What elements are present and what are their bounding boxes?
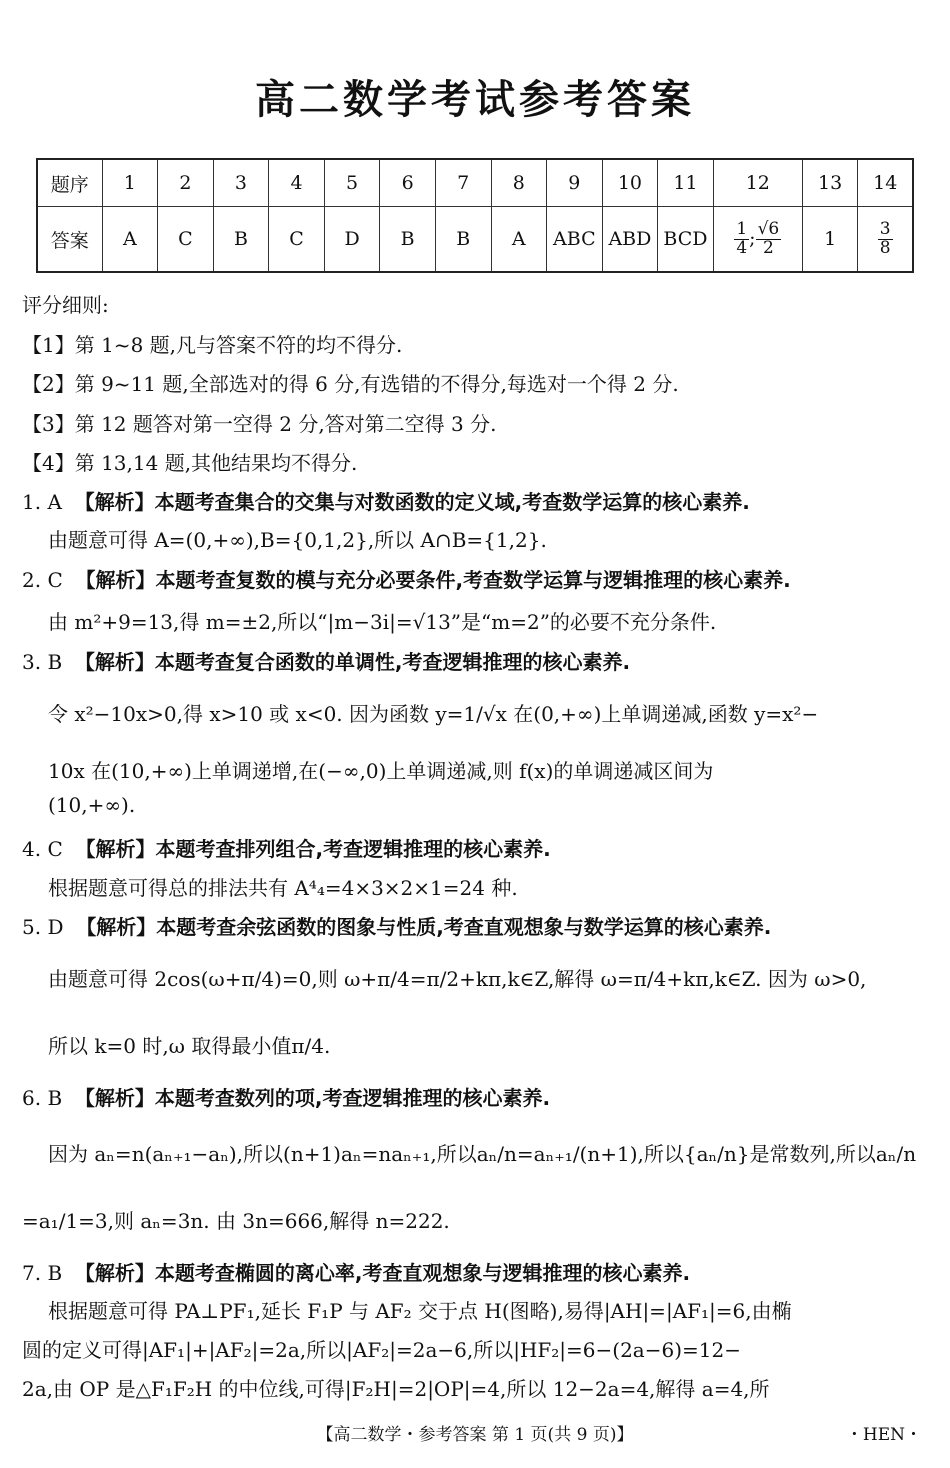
question-number: 12 bbox=[713, 159, 802, 207]
solution-3-header bbox=[22, 646, 630, 675]
solution-number: 3. B bbox=[22, 650, 63, 674]
solution-7-header bbox=[22, 1257, 690, 1286]
answer-cell-14 bbox=[858, 207, 913, 273]
question-number: 11 bbox=[658, 159, 714, 207]
footer-code: ・HEN・ bbox=[845, 1425, 922, 1445]
answer-cell: A bbox=[102, 207, 158, 273]
answer-cell: B bbox=[435, 207, 491, 273]
row-label-number: 题序 bbox=[37, 159, 102, 207]
question-number: 4 bbox=[269, 159, 325, 207]
answer-cell: ABD bbox=[602, 207, 658, 273]
page-title: 高二数学考试参考答案 bbox=[255, 77, 695, 123]
question-number: 10 bbox=[602, 159, 658, 207]
answer-cell: B bbox=[380, 207, 436, 273]
rules-heading: 评分细则: bbox=[22, 293, 109, 317]
solution-analysis: 【解析】本题考查集合的交集与对数函数的定义域,考查数学运算的核心素养. bbox=[74, 490, 750, 514]
rule-3: 【3】第 12 题答对第一空得 2 分,答对第二空得 3 分. bbox=[22, 412, 497, 436]
solution-analysis: 【解析】本题考查数列的项,考查逻辑推理的核心素养. bbox=[74, 1086, 551, 1110]
solution-number: 2. C bbox=[22, 568, 63, 592]
question-number: 7 bbox=[435, 159, 491, 207]
fraction-three-eighths: $\frac{3}{8}$ bbox=[879, 218, 891, 258]
solution-5-body-line2: 所以 k=0 时,ω 取得最小值π/4. bbox=[48, 1034, 331, 1058]
question-number: 9 bbox=[547, 159, 603, 207]
solution-number: 4. C bbox=[22, 837, 63, 861]
answer-cell: BCD bbox=[658, 207, 714, 273]
solution-7-body-line3: 2a,由 OP 是△F₁F₂H 的中位线,可得|F₂H|=2|OP|=4,所以 12−2a=4,解得 a=4,所 bbox=[22, 1377, 770, 1401]
solution-6-header bbox=[22, 1082, 550, 1111]
solution-1-header bbox=[22, 486, 750, 515]
solution-analysis: 【解析】本题考查排列组合,考查逻辑推理的核心素养. bbox=[75, 837, 551, 861]
solution-4-body: 根据题意可得总的排法共有 A⁴₄=4×3×2×1=24 种. bbox=[48, 876, 518, 900]
answer-cell: D bbox=[324, 207, 380, 273]
question-number: 5 bbox=[324, 159, 380, 207]
rule-4: 【4】第 13,14 题,其他结果均不得分. bbox=[22, 451, 358, 475]
answer-cell: C bbox=[158, 207, 214, 273]
solution-number: 7. B bbox=[22, 1261, 63, 1285]
solution-2-header bbox=[22, 564, 791, 593]
solution-6-body-line2: =a₁/1=3,则 aₙ=3n. 由 3n=666,解得 n=222. bbox=[22, 1209, 450, 1233]
solution-4-header bbox=[22, 833, 551, 862]
answer-cell: ABC bbox=[547, 207, 603, 273]
solution-1-body: 由题意可得 A=(0,+∞),B={0,1,2},所以 A∩B={1,2}. bbox=[48, 528, 547, 552]
solution-7-body-line2: 圆的定义可得|AF₁|+|AF₂|=2a,所以|AF₂|=2a−6,所以|HF₂|=6−(2a−6)=12− bbox=[22, 1338, 741, 1362]
solution-number: 6. B bbox=[22, 1086, 63, 1110]
question-number: 13 bbox=[802, 159, 858, 207]
answer-separator: ; bbox=[749, 227, 756, 249]
solution-number: 5. D bbox=[22, 915, 64, 939]
solution-analysis: 【解析】本题考查复合函数的单调性,考查逻辑推理的核心素养. bbox=[74, 650, 631, 674]
row-label-answer: 答案 bbox=[37, 207, 102, 273]
solution-analysis: 【解析】本题考查余弦函数的图象与性质,考查直观想象与数学运算的核心素养. bbox=[76, 915, 772, 939]
solution-analysis: 【解析】本题考查椭圆的离心率,考查直观想象与逻辑推理的核心素养. bbox=[74, 1261, 691, 1285]
solution-3-body-line2: 10x 在(10,+∞)上单调递增,在(−∞,0)上单调递减,则 f(x)的单调递减区间为 bbox=[48, 759, 714, 783]
solution-7-body-line1: 根据题意可得 PA⊥PF₁,延长 F₁P 与 AF₂ 交于点 H(图略),易得|AH|=|AF₁|=6,由椭 bbox=[48, 1299, 792, 1323]
solution-5-header bbox=[22, 911, 771, 940]
answer-cell: 1 bbox=[802, 207, 858, 273]
fraction-root6-over-2: $\frac{√6}{2}$ bbox=[757, 218, 780, 258]
fraction-one-quarter: $\frac{1}{4}$ bbox=[736, 218, 748, 258]
question-number: 14 bbox=[858, 159, 913, 207]
answer-table bbox=[36, 158, 914, 273]
question-number: 2 bbox=[158, 159, 214, 207]
question-number: 6 bbox=[380, 159, 436, 207]
answer-cell: C bbox=[269, 207, 325, 273]
rule-1: 【1】第 1~8 题,凡与答案不符的均不得分. bbox=[22, 333, 403, 357]
question-number: 1 bbox=[102, 159, 158, 207]
page-footer: 【高二数学・参考答案 第 1 页(共 9 页)】 bbox=[316, 1425, 634, 1445]
solution-analysis: 【解析】本题考查复数的模与充分必要条件,考查数学运算与逻辑推理的核心素养. bbox=[75, 568, 791, 592]
solution-2-body: 由 m²+9=13,得 m=±2,所以“|m−3i|=√13”是“m=2”的必要不充分条件. bbox=[48, 610, 717, 634]
rule-2: 【2】第 9~11 题,全部选对的得 6 分,有选错的不得分,每选对一个得 2 分. bbox=[22, 372, 679, 396]
answer-cell: A bbox=[491, 207, 547, 273]
question-number: 3 bbox=[213, 159, 269, 207]
solution-number: 1. A bbox=[22, 490, 62, 514]
solution-3-body-line3: (10,+∞). bbox=[48, 793, 136, 817]
answer-cell-12 bbox=[713, 207, 802, 273]
solution-3-body-line1: 令 x²−10x>0,得 x>10 或 x<0. 因为函数 y=1/√x 在(0,+∞)上单调递减,函数 y=x²− bbox=[48, 702, 819, 726]
question-number-row bbox=[37, 159, 913, 207]
question-number: 8 bbox=[491, 159, 547, 207]
solution-6-body-line1: 因为 aₙ=n(aₙ₊₁−aₙ),所以(n+1)aₙ=naₙ₊₁,所以aₙ/n=aₙ₊₁/(n+1),所以{aₙ/n}是常数列,所以aₙ/n bbox=[48, 1142, 917, 1166]
solution-5-body-line1: 由题意可得 2cos(ω+π/4)=0,则 ω+π/4=π/2+kπ,k∈Z,解得 ω=π/4+kπ,k∈Z. 因为 ω>0, bbox=[48, 967, 867, 991]
answer-row bbox=[37, 207, 913, 273]
answer-cell: B bbox=[213, 207, 269, 273]
